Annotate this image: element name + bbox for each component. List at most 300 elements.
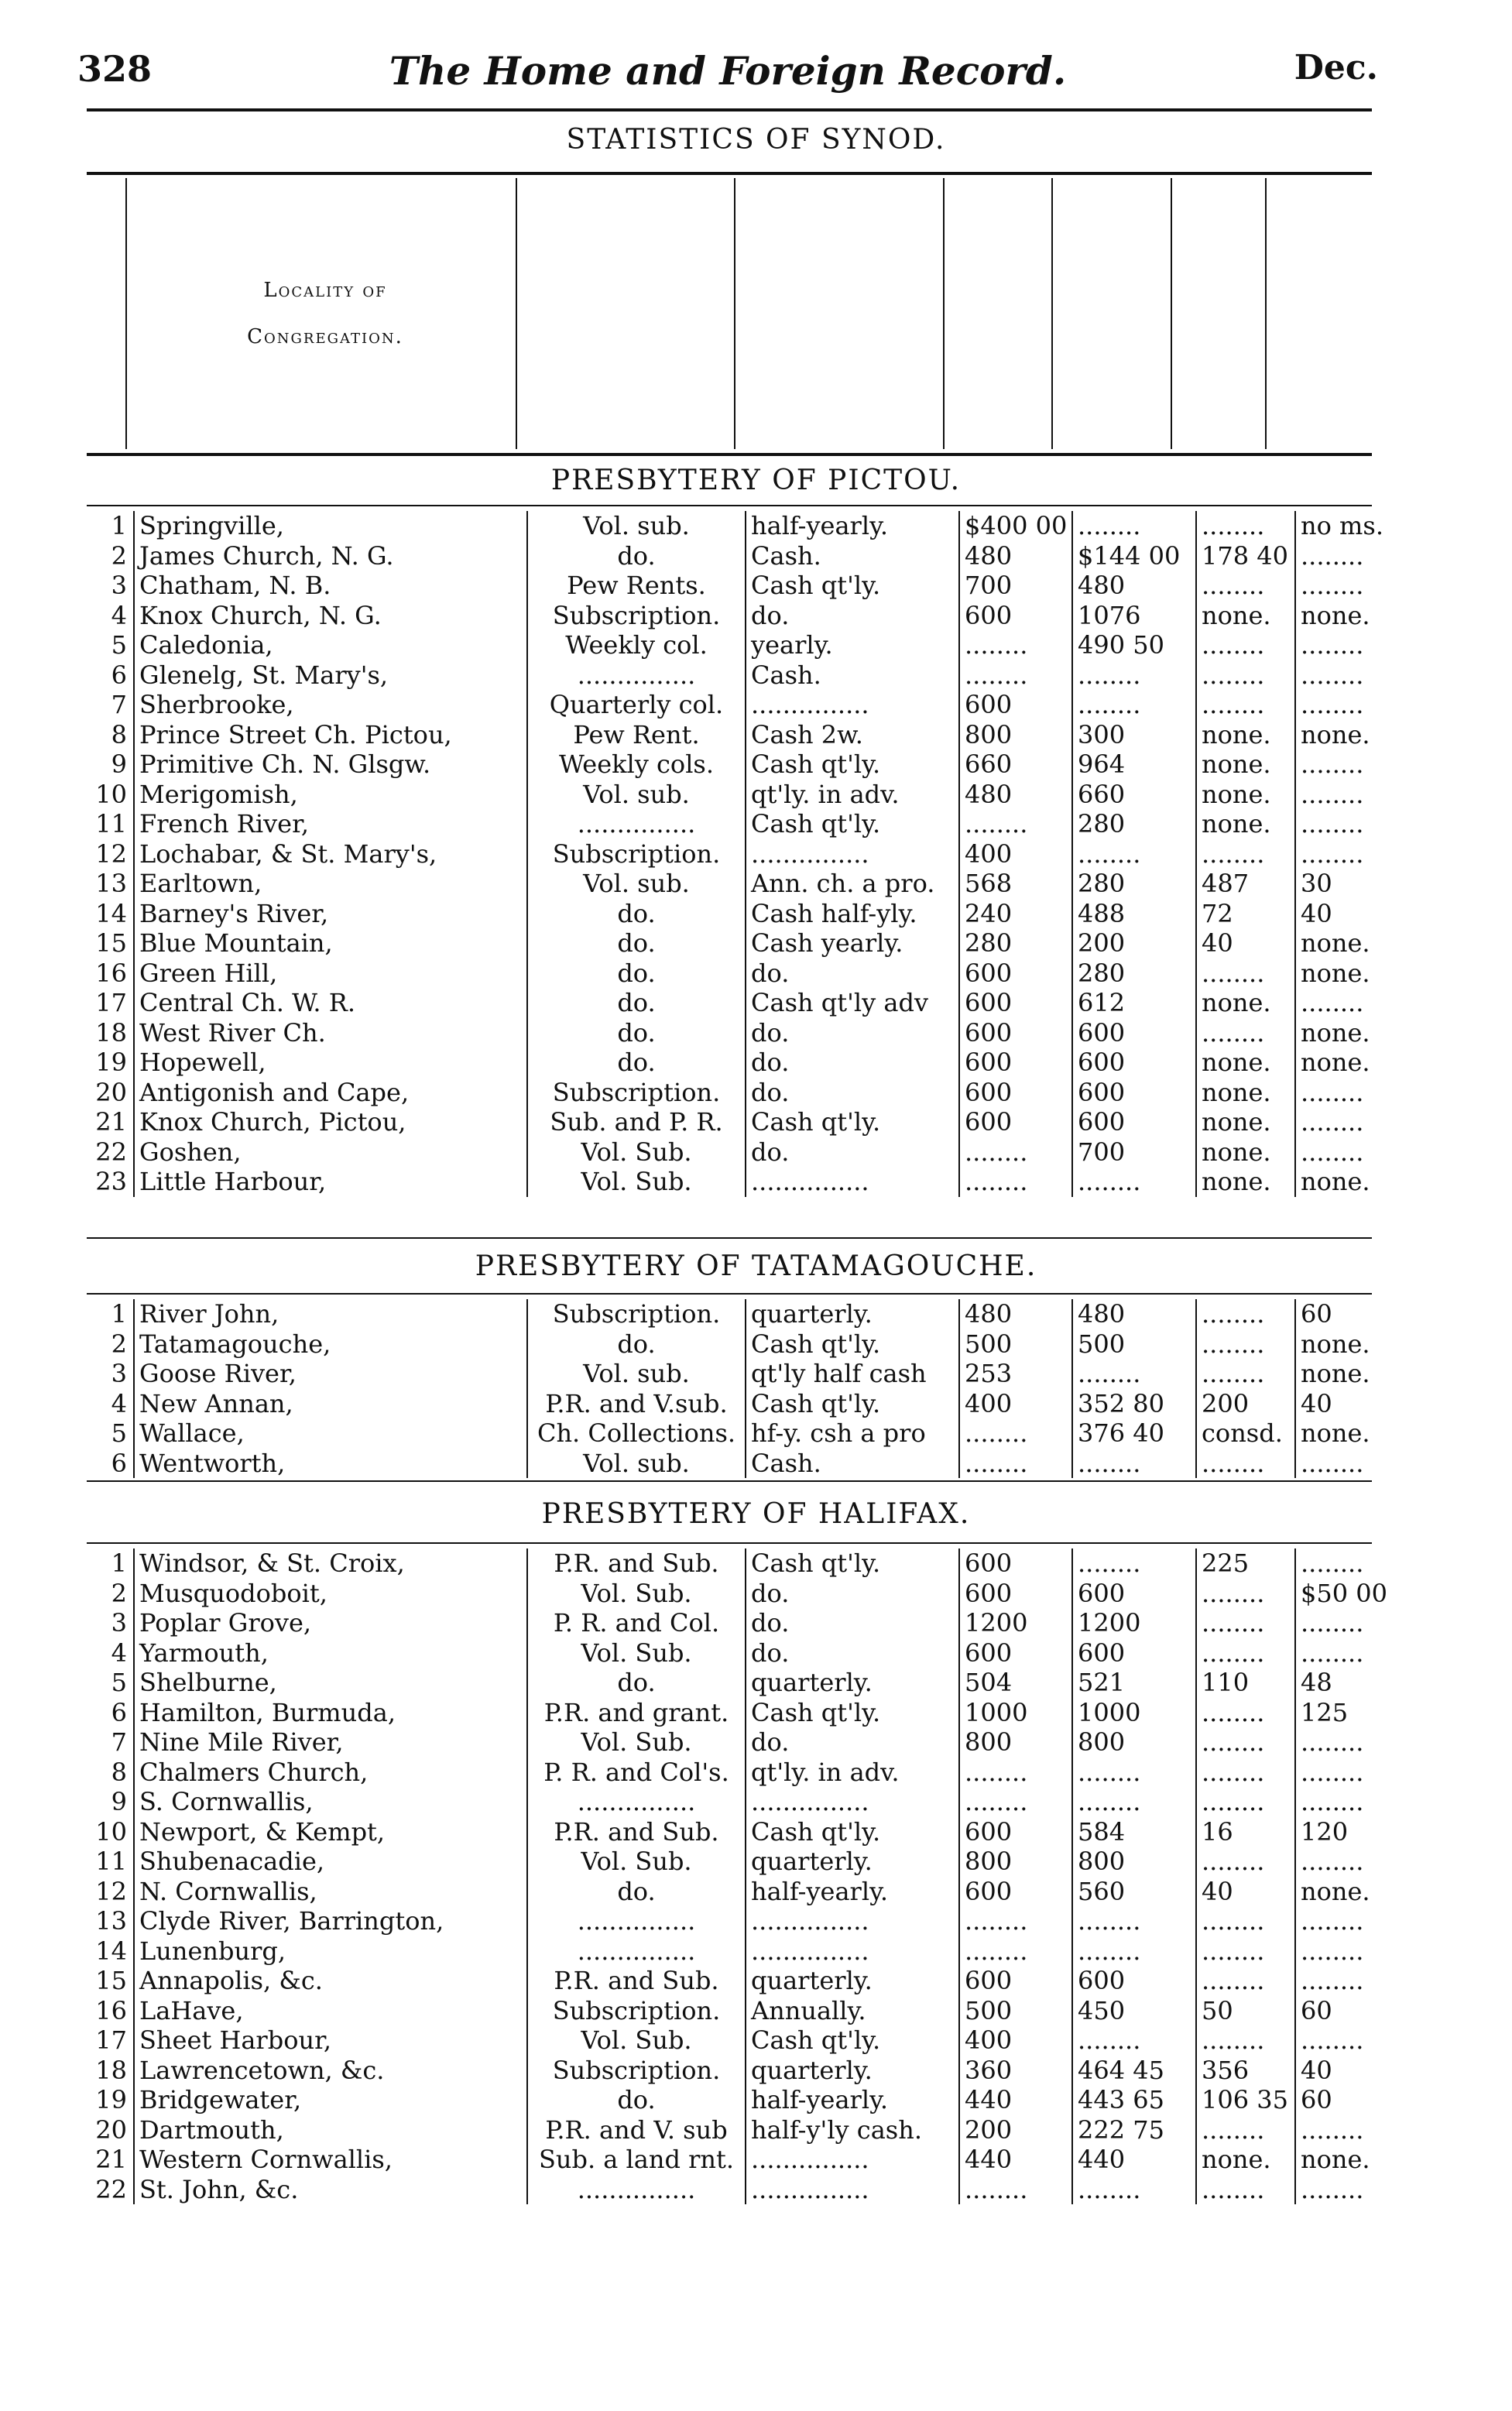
cell-meth: ............... (527, 1787, 746, 1817)
cell-loc: Hopewell, (134, 1048, 527, 1078)
table-row (93, 1299, 1401, 1329)
cell-loc: St. John, &c. (134, 2175, 527, 2205)
cell-meth: Vol. sub. (527, 1359, 746, 1389)
cell-loc: Earltown, (134, 869, 527, 899)
cell-n: 2 (111, 1329, 127, 1359)
cell-sp: 1000 (959, 1698, 1072, 1728)
cell-bal: none. (1196, 1048, 1295, 1078)
cell-mg: 48 (1295, 1668, 1401, 1698)
cell-mg: ........ (1295, 1548, 1401, 1579)
cell-bal: ........ (1196, 1018, 1295, 1048)
cell-meth: ............... (527, 2175, 746, 2205)
cell-loc: S. Cornwallis, (134, 1787, 527, 1817)
cell-mg: ........ (1295, 1638, 1401, 1668)
cell-loc: Goose River, (134, 1359, 527, 1389)
cell-term: quarterly. (746, 1847, 959, 1877)
cell-loc: Lawrencetown, &c. (134, 2056, 527, 2086)
cell-term: Cash qt'ly. (746, 1329, 959, 1360)
cell-pd: 480 (1072, 1299, 1196, 1329)
cell-bal: none. (1196, 2145, 1295, 2175)
table-row (93, 780, 1401, 810)
cell-bal: none. (1196, 780, 1295, 810)
table-row (93, 899, 1401, 929)
cell-sp: 800 (959, 1727, 1072, 1758)
cell-bal: 110 (1196, 1668, 1295, 1698)
cell-bal: ........ (1196, 1847, 1295, 1877)
cell-meth: do. (527, 1018, 746, 1048)
cell-pd: 450 (1072, 1996, 1196, 2026)
cell-bal: 200 (1196, 1389, 1295, 1419)
table-row (93, 2175, 1401, 2205)
cell-loc: Sherbrooke, (134, 690, 527, 720)
table-row (93, 1758, 1401, 1788)
cell-bal: ........ (1196, 2115, 1295, 2145)
table-row (93, 1608, 1401, 1638)
cell-n: 6 (111, 1448, 127, 1478)
col-divider (1265, 178, 1267, 449)
cell-meth: Sub. and P. R. (527, 1107, 746, 1137)
cell-sp: ........ (959, 1418, 1072, 1449)
cell-pd: ........ (1072, 1167, 1196, 1197)
cell-term: half-yearly. (746, 1877, 959, 1907)
cell-term: do. (746, 1048, 959, 1078)
cell-pd: 560 (1072, 1877, 1196, 1907)
cell-n: 5 (111, 1668, 127, 1698)
cell-term: Ann. ch. a pro. (746, 869, 959, 899)
header-rule (87, 108, 1372, 111)
cell-loc: French River, (134, 809, 527, 839)
columns-rule (87, 453, 1372, 456)
cell-mg: ........ (1295, 1727, 1401, 1758)
cell-pd: 488 (1072, 899, 1196, 929)
cell-n: 4 (111, 1638, 127, 1668)
cell-meth: ............... (527, 1906, 746, 1936)
cell-bal: ........ (1196, 1329, 1295, 1360)
cell-n: 23 (95, 1167, 127, 1197)
cell-sp: 480 (959, 1299, 1072, 1329)
cell-sp: $400 00 (959, 511, 1072, 541)
col-divider (734, 178, 735, 449)
cell-term: Cash qt'ly. (746, 1548, 959, 1579)
cell-term: ............... (746, 1906, 959, 1936)
cell-bal: none. (1196, 1137, 1295, 1168)
cell-term: Cash qt'ly. (746, 571, 959, 601)
cell-n: 14 (95, 1936, 127, 1966)
cell-sp: 600 (959, 1579, 1072, 1609)
col-divider (125, 178, 127, 449)
journal-title: The Home and Foreign Record. (389, 48, 1067, 94)
cell-meth: Vol. sub. (527, 511, 746, 541)
cell-sp: ........ (959, 1787, 1072, 1817)
cell-pd: 612 (1072, 988, 1196, 1018)
cell-pd: 600 (1072, 1966, 1196, 1996)
cell-pd: ........ (1072, 2025, 1196, 2056)
cell-pd: 600 (1072, 1048, 1196, 1078)
table-row (93, 749, 1401, 780)
cell-loc: Barney's River, (134, 899, 527, 929)
cell-meth: do. (527, 928, 746, 959)
section-title: PRESBYTERY OF PICTOU. (550, 465, 962, 496)
cell-bal: ........ (1196, 959, 1295, 989)
cell-bal: ........ (1196, 630, 1295, 660)
cell-loc: Newport, & Kempt, (134, 1817, 527, 1847)
cell-mg: none. (1295, 1048, 1401, 1078)
cell-meth: P.R. and Sub. (527, 1817, 746, 1847)
cell-pd: 584 (1072, 1817, 1196, 1847)
cell-meth: P.R. and grant. (527, 1698, 746, 1728)
cell-loc: Goshen, (134, 1137, 527, 1168)
cell-bal: consd. (1196, 1418, 1295, 1449)
cell-pd: 490 50 (1072, 630, 1196, 660)
cell-meth: Ch. Collections. (527, 1418, 746, 1449)
table-row (93, 1389, 1401, 1419)
table-row (93, 1966, 1401, 1996)
cell-term: ............... (746, 690, 959, 720)
cell-mg: 125 (1295, 1698, 1401, 1728)
cell-pd: ........ (1072, 690, 1196, 720)
cell-bal: none. (1196, 601, 1295, 631)
cell-sp: ........ (959, 809, 1072, 839)
table-row (93, 1787, 1401, 1817)
table-row (93, 1137, 1401, 1168)
cell-mg: none. (1295, 1167, 1401, 1197)
cell-pd: ........ (1072, 1359, 1196, 1389)
cell-meth: ............... (527, 660, 746, 691)
cell-bal: 487 (1196, 869, 1295, 899)
cell-loc: Primitive Ch. N. Glsgw. (134, 749, 527, 780)
cell-meth: Quarterly col. (527, 690, 746, 720)
cell-sp: 600 (959, 1048, 1072, 1078)
cell-mg: ........ (1295, 541, 1401, 571)
cell-term: quarterly. (746, 1966, 959, 1996)
cell-mg: ........ (1295, 988, 1401, 1018)
cell-meth: do. (527, 959, 746, 989)
cell-sp: 600 (959, 1107, 1072, 1137)
cell-meth: ............... (527, 809, 746, 839)
cell-n: 3 (111, 1608, 127, 1638)
cell-term: qt'ly. in adv. (746, 1758, 959, 1788)
cell-bal: 16 (1196, 1817, 1295, 1847)
cell-bal: 225 (1196, 1548, 1295, 1579)
cell-term: do. (746, 1727, 959, 1758)
cell-sp: 400 (959, 839, 1072, 869)
cell-bal: ........ (1196, 511, 1295, 541)
cell-term: hf-y. csh a pro (746, 1418, 959, 1449)
cell-n: 18 (95, 1017, 127, 1048)
cell-pd: 280 (1072, 809, 1196, 839)
cell-meth: Pew Rent. (527, 720, 746, 750)
cell-sp: 504 (959, 1668, 1072, 1698)
locality-header: Locality of Congregation. (247, 279, 403, 348)
cell-term: Cash qt'ly. (746, 1698, 959, 1728)
cell-term: ............... (746, 2175, 959, 2205)
cell-sp: 600 (959, 601, 1072, 631)
cell-bal: 356 (1196, 2056, 1295, 2086)
cell-mg: ........ (1295, 2025, 1401, 2056)
cell-mg: ........ (1295, 1787, 1401, 1817)
table-row (93, 1996, 1401, 2026)
cell-bal: ........ (1196, 690, 1295, 720)
cell-term: half-yearly. (746, 2085, 959, 2115)
cell-loc: Western Cornwallis, (134, 2145, 527, 2175)
cell-bal: ........ (1196, 1906, 1295, 1936)
cell-sp: 400 (959, 2025, 1072, 2056)
cell-n: 2 (111, 540, 127, 571)
cell-n: 20 (95, 1077, 127, 1107)
cell-n: 15 (95, 1966, 127, 1996)
table-row (93, 1727, 1401, 1758)
cell-pd: 800 (1072, 1847, 1196, 1877)
cell-bal: ........ (1196, 1449, 1295, 1479)
cell-loc: Sheet Harbour, (134, 2025, 527, 2056)
cell-meth: Pew Rents. (527, 571, 746, 601)
cell-pd: 521 (1072, 1668, 1196, 1698)
cell-n: 19 (95, 1048, 127, 1078)
cell-meth: Subscription. (527, 1996, 746, 2026)
cell-pd: ........ (1072, 2175, 1196, 2205)
cell-sp: 600 (959, 988, 1072, 1018)
table-row (93, 2085, 1401, 2115)
cell-n: 12 (95, 1876, 127, 1906)
cell-sp: 200 (959, 2115, 1072, 2145)
cell-sp: 800 (959, 720, 1072, 750)
cell-loc: Glenelg, St. Mary's, (134, 660, 527, 691)
cell-n: 16 (95, 958, 127, 988)
cell-pd: 464 45 (1072, 2056, 1196, 2086)
cell-bal: 72 (1196, 899, 1295, 929)
cell-sp: 1200 (959, 1608, 1072, 1638)
cell-term: Cash qt'ly. (746, 1817, 959, 1847)
cell-sp: ........ (959, 1936, 1072, 1967)
cell-loc: Bridgewater, (134, 2085, 527, 2115)
cell-n: 11 (95, 1847, 127, 1877)
cell-mg: none. (1295, 1418, 1401, 1449)
cell-n: 10 (95, 1816, 127, 1847)
cell-n: 8 (111, 1757, 127, 1787)
table-row (93, 690, 1401, 720)
cell-term: Cash qt'ly. (746, 2025, 959, 2056)
cell-loc: Green Hill, (134, 959, 527, 989)
cell-n: 14 (95, 898, 127, 928)
cell-sp: 500 (959, 1996, 1072, 2026)
cell-bal: 106 35 (1196, 2085, 1295, 2115)
cell-bal: ........ (1196, 2175, 1295, 2205)
cell-loc: River John, (134, 1299, 527, 1329)
cell-meth: Vol. Sub. (527, 1847, 746, 1877)
cell-term: Cash qt'ly. (746, 749, 959, 780)
cell-mg: 30 (1295, 869, 1401, 899)
cell-term: do. (746, 1638, 959, 1668)
cell-pd: ........ (1072, 1449, 1196, 1479)
cell-n: 17 (95, 988, 127, 1018)
cell-meth: Sub. a land rnt. (527, 2145, 746, 2175)
cell-n: 4 (111, 600, 127, 630)
cell-bal: ........ (1196, 2025, 1295, 2056)
cell-loc: Musquodoboit, (134, 1579, 527, 1609)
cell-loc: Caledonia, (134, 630, 527, 660)
table-row (93, 988, 1401, 1018)
cell-n: 6 (111, 660, 127, 690)
cell-sp: 360 (959, 2056, 1072, 2086)
table-row (93, 1078, 1401, 1108)
cell-term: Cash qt'ly adv (746, 988, 959, 1018)
cell-n: 7 (111, 690, 127, 720)
cell-n: 12 (95, 839, 127, 869)
cell-pd: 660 (1072, 780, 1196, 810)
cell-loc: Hamilton, Burmuda, (134, 1698, 527, 1728)
cell-pd: 964 (1072, 749, 1196, 780)
cell-meth: Subscription. (527, 1299, 746, 1329)
cell-sp: ........ (959, 1137, 1072, 1168)
col-divider (1051, 178, 1053, 449)
cell-meth: Vol. Sub. (527, 1727, 746, 1758)
cell-pd: 500 (1072, 1329, 1196, 1360)
cell-meth: do. (527, 541, 746, 571)
cell-sp: 700 (959, 571, 1072, 601)
cell-sp: 440 (959, 2145, 1072, 2175)
cell-n: 20 (95, 2114, 127, 2145)
cell-term: Cash qt'ly. (746, 1107, 959, 1137)
cell-loc: Clyde River, Barrington, (134, 1906, 527, 1936)
cell-term: do. (746, 1579, 959, 1609)
cell-term: Cash half-yly. (746, 899, 959, 929)
cell-loc: Knox Church, Pictou, (134, 1107, 527, 1137)
table-row (93, 1548, 1401, 1579)
cell-pd: ........ (1072, 1758, 1196, 1788)
cell-meth: Vol. sub. (527, 869, 746, 899)
table-heading: STATISTICS OF SYNOD. (566, 124, 946, 156)
cell-n: 21 (95, 1107, 127, 1137)
cell-bal: ........ (1196, 1787, 1295, 1817)
cell-term: ............... (746, 1787, 959, 1817)
cell-meth: Vol. Sub. (527, 1579, 746, 1609)
cell-loc: Merigomish, (134, 780, 527, 810)
cell-pd: 600 (1072, 1078, 1196, 1108)
table-row (93, 571, 1401, 601)
cell-loc: Shubenacadie, (134, 1847, 527, 1877)
cell-n: 13 (95, 1906, 127, 1936)
table-row (93, 809, 1401, 839)
cell-meth: Vol. sub. (527, 1449, 746, 1479)
cell-meth: Subscription. (527, 839, 746, 869)
cell-sp: ........ (959, 1906, 1072, 1936)
tatamagouche-table (93, 1299, 1401, 1478)
cell-sp: ........ (959, 1449, 1072, 1479)
cell-term: Cash. (746, 541, 959, 571)
cell-mg: ........ (1295, 839, 1401, 869)
cell-term: half-y'ly cash. (746, 2115, 959, 2145)
cell-meth: Weekly cols. (527, 749, 746, 780)
cell-term: Cash 2w. (746, 720, 959, 750)
cell-pd: 222 75 (1072, 2115, 1196, 2145)
cell-pd: 1200 (1072, 1608, 1196, 1638)
cell-bal: none. (1196, 1107, 1295, 1137)
cell-sp: 600 (959, 690, 1072, 720)
cell-pd: 352 80 (1072, 1389, 1196, 1419)
cell-loc: New Annan, (134, 1389, 527, 1419)
col-divider (943, 178, 945, 449)
cell-sp: 600 (959, 959, 1072, 989)
table-row (93, 1329, 1401, 1360)
table-row (93, 1668, 1401, 1698)
section-rule (87, 505, 1372, 506)
cell-sp: 280 (959, 928, 1072, 959)
cell-term: half-yearly. (746, 511, 959, 541)
cell-loc: Lochabar, & St. Mary's, (134, 839, 527, 869)
cell-meth: do. (527, 1668, 746, 1698)
cell-n: 7 (111, 1727, 127, 1758)
cell-sp: 600 (959, 1018, 1072, 1048)
cell-loc: Blue Mountain, (134, 928, 527, 959)
cell-sp: 480 (959, 780, 1072, 810)
cell-term: do. (746, 1018, 959, 1048)
page-header (77, 48, 1378, 102)
table-row (93, 1418, 1401, 1449)
cell-pd: 443 65 (1072, 2085, 1196, 2115)
table-row (93, 1579, 1401, 1609)
cell-n: 1 (111, 1548, 127, 1579)
table-row (93, 1107, 1401, 1137)
cell-bal: ........ (1196, 1936, 1295, 1967)
cell-pd: 1076 (1072, 601, 1196, 631)
table-row (93, 869, 1401, 899)
cell-mg: ........ (1295, 2175, 1401, 2205)
cell-term: do. (746, 959, 959, 989)
cell-n: 3 (111, 571, 127, 601)
table-row (93, 511, 1401, 541)
cell-pd: ........ (1072, 1906, 1196, 1936)
cell-loc: Nine Mile River, (134, 1727, 527, 1758)
cell-n: 18 (95, 2055, 127, 2085)
cell-mg: 120 (1295, 1817, 1401, 1847)
heading-rule (87, 172, 1372, 175)
cell-term: Cash yearly. (746, 928, 959, 959)
cell-bal: ........ (1196, 571, 1295, 601)
cell-term: quarterly. (746, 2056, 959, 2086)
cell-sp: 600 (959, 1877, 1072, 1907)
cell-bal: 178 40 (1196, 541, 1295, 571)
cell-term: yearly. (746, 630, 959, 660)
cell-term: do. (746, 601, 959, 631)
cell-loc: Lunenburg, (134, 1936, 527, 1967)
cell-mg: ........ (1295, 1847, 1401, 1877)
cell-mg: ........ (1295, 809, 1401, 839)
cell-meth: Vol. Sub. (527, 1167, 746, 1197)
cell-mg: none. (1295, 2145, 1401, 2175)
cell-loc: West River Ch. (134, 1018, 527, 1048)
cell-sp: ........ (959, 1167, 1072, 1197)
cell-n: 2 (111, 1578, 127, 1608)
cell-meth: Subscription. (527, 1078, 746, 1108)
cell-term: Cash. (746, 1449, 959, 1479)
cell-loc: Wallace, (134, 1418, 527, 1449)
cell-bal: ........ (1196, 1727, 1295, 1758)
cell-n: 1 (111, 1299, 127, 1329)
cell-loc: Wentworth, (134, 1449, 527, 1479)
cell-bal: ........ (1196, 1638, 1295, 1668)
cell-pd: ........ (1072, 1548, 1196, 1579)
cell-n: 3 (111, 1359, 127, 1389)
cell-n: 13 (95, 869, 127, 899)
cell-meth: P.R. and Sub. (527, 1966, 746, 1996)
table-row (93, 630, 1401, 660)
cell-term: Cash qt'ly. (746, 809, 959, 839)
cell-sp: 660 (959, 749, 1072, 780)
cell-loc: Windsor, & St. Croix, (134, 1548, 527, 1579)
cell-mg: none. (1295, 1018, 1401, 1048)
cell-sp: 253 (959, 1359, 1072, 1389)
cell-loc: James Church, N. G. (134, 541, 527, 571)
